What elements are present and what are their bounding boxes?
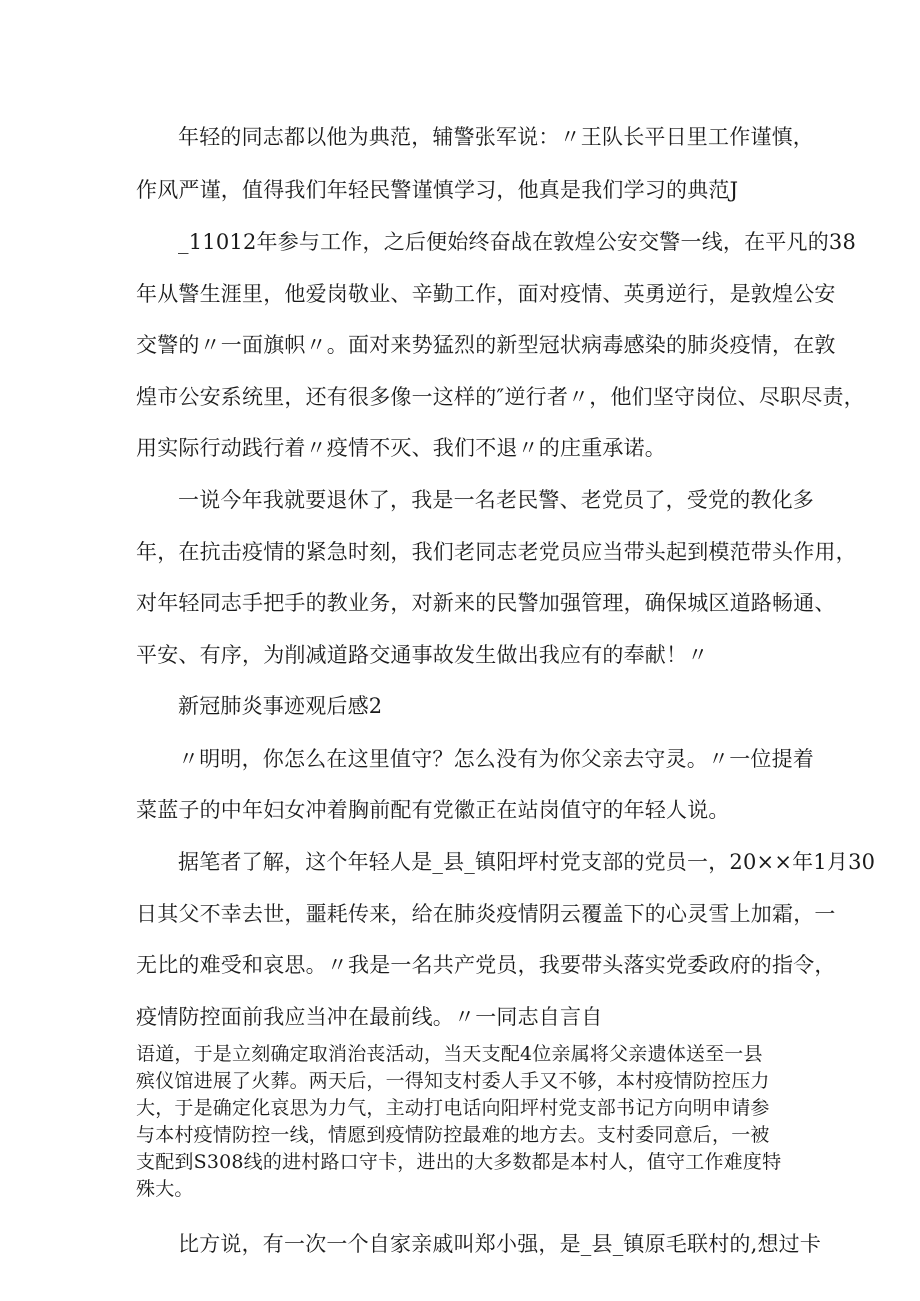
section-heading: 新冠肺炎事迹观后感2	[178, 694, 383, 718]
text-line: 年，在抗击疫情的紧急时刻，我们老同志老党员应当带头起到模范带头作用，	[136, 540, 857, 564]
text-line: 煌市公安系统里，还有很多像一这样的″逆行者〃，他们坚守岗位、尽职尽责，	[136, 385, 865, 409]
text-line: _11012年参与工作，之后便始终奋战在敦煌公安交警一线，在平凡的38	[178, 230, 857, 254]
text-line: 据笔者了解，这个年轻人是_县_镇阳坪村党支部的党员一，20××年1月30	[178, 850, 876, 874]
text-line: 年从警生涯里，他爱岗敬业、辛勤工作，面对疫情、英勇逆行，是敦煌公安	[136, 282, 836, 306]
text-line: 菜蓝子的中年妇女冲着胸前配有党徽正在站岗值守的年轻人说。	[136, 798, 730, 822]
text-line: 交警的〃一面旗帜〃。面对来势猛烈的新型冠状病毒感染的肺炎疫情，在敦	[136, 333, 836, 357]
text-line: 疫情防控面前我应当冲在最前线。〃一同志自言自	[136, 1005, 603, 1029]
text-line: 比方说，有一次一个自家亲戚叫郑小强，是_县_镇原毛联村的,想过卡	[178, 1232, 822, 1256]
text-line: 殡仪馆进展了火葬。两天后，一得知支村委人手又不够，本村疫情防控压力	[136, 1070, 770, 1092]
text-line: 用实际行动践行着〃疫情不灭、我们不退〃的庄重承诺。	[136, 436, 666, 460]
text-line: 年轻的同志都以他为典范，辅警张军说：〃王队长平日里工作谨慎，	[178, 125, 814, 149]
text-line: 无比的难受和哀思。〃我是一名共产党员，我要带头落实党委政府的指令，	[136, 953, 836, 977]
text-line: 日其父不幸去世，噩耗传来，给在肺炎疫情阴云覆盖下的心灵雪上加霜，一	[136, 902, 836, 926]
text-line: 支配到S308线的进村路口守卡，进出的大多数都是本村人，值守工作难度特	[136, 1151, 782, 1173]
text-line: 一说今年我就要退休了，我是一名老民警、老党员了，受党的教化多	[178, 488, 814, 512]
text-line: 作风严谨，值得我们年轻民警谨慎学习，他真是我们学习的典范J	[136, 178, 739, 202]
text-line: 与本村疫情防控一线，情愿到疫情防控最难的地方去。支村委同意后，一被	[136, 1124, 770, 1146]
text-line: 对年轻同志手把手的教业务，对新来的民警加强管理，确保城区道路畅通、	[136, 591, 836, 615]
text-line: 〃明明，你怎么在这里值守？怎么没有为你父亲去守灵。〃一位提着	[178, 747, 814, 771]
text-line: 平安、有序，为削减道路交通事故发生做出我应有的奉献！〃	[136, 643, 709, 667]
text-line: 语道，于是立刻确定取消治丧活动，当天支配4位亲属将父亲遗体送至一县	[136, 1043, 763, 1065]
text-line: 大，于是确定化哀思为力气，主动打电话向阳坪村党支部书记方向明申请参	[136, 1097, 770, 1119]
text-line: 殊大。	[136, 1178, 194, 1200]
